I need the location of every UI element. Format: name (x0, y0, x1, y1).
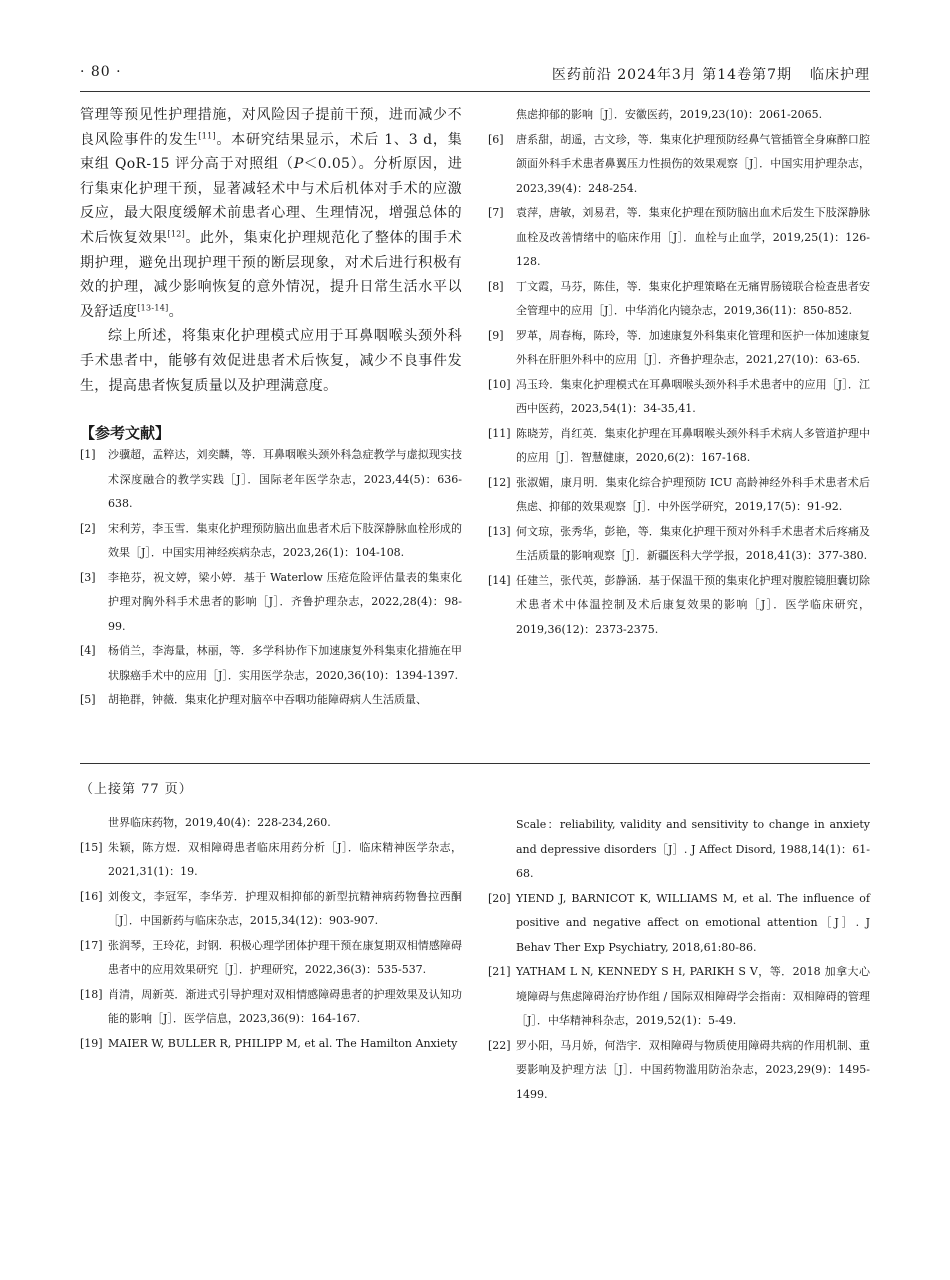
reference-text: 杨俏兰，李海量，林丽，等．多学科协作下加速康复外科集束化措施在甲状腺癌手术中的应用［J］．实用医学杂志，2020,36(10)：1394-1397. (108, 644, 462, 682)
reference-number: [1] (80, 448, 96, 462)
continued-label: （上接第 77 页） (80, 782, 193, 797)
reference-text: 沙骥超，孟粹达，刘奕麟，等．耳鼻咽喉头颈外科急症教学与虚拟现实技术深度融合的教学实践［J］．国际老年医学杂志，2023,44(5)：636-638. (108, 448, 462, 511)
reference-item (80, 688, 462, 713)
reference-text: 冯玉玲．集束化护理模式在耳鼻咽喉头颈外科手术患者中的应用［J］．江西中医药，2023,54(1)：34-35,41. (516, 377, 870, 415)
reference-continuation: 焦虑抑郁的影响［J］．安徽医药，2019,23(10)：2061-2065. (516, 108, 823, 121)
reference-number: [14] (488, 573, 511, 587)
reference-item (488, 201, 870, 275)
page-header (80, 62, 870, 84)
reference-text: 朱颖，陈方煜．双相障碍患者临床用药分析［J］．临床精神医学杂志，2021,31(1)：19. (108, 840, 462, 878)
reference-number: [5] (80, 693, 96, 707)
reference-list-left (80, 443, 462, 713)
continued-right-column (488, 813, 870, 1107)
reference-text: 张润琴，王玲花，封钢．积极心理学团体护理干预在康复期双相情感障碍患者中的应用效果研究［J］．护理研究，2022,36(3)：535-537. (108, 938, 462, 976)
reference-item (80, 443, 462, 517)
reference-text: 胡艳群，钟薇．集束化护理对脑卒中吞咽功能障碍病人生活质量、 (108, 693, 427, 707)
reference-number: [7] (488, 206, 504, 219)
reference-item (488, 569, 870, 643)
reference-number: [19] (80, 1036, 103, 1050)
left-column (80, 103, 462, 713)
reference-continuation: 世界临床药物，2019,40(4)：228-234,260. (108, 816, 331, 829)
body-paragraph-2: 综上所述，将集束化护理模式应用于耳鼻咽喉头颈外科手术患者中，能够有效促进患者术后恢复，减少不良事件发生，提高患者恢复质量以及护理满意度。 (80, 328, 462, 394)
reference-number: [8] (488, 279, 504, 293)
reference-number: [20] (488, 891, 511, 905)
reference-text: 刘俊文，李冠军，李华芳．护理双相抑郁的新型抗精神病药物鲁拉西酮［J］．中国新药与临床杂志，2015,34(12)：903-907. (108, 889, 462, 927)
body-text-segment: 。此外，集束化护理规范化了整体的围手术期护理，避免出现护理干预的断层现象，对术后进行积极有效的护理，减少影响恢复的意外情况，提升日常生活水平以及舒适度 (80, 229, 462, 320)
citation: [12] (167, 229, 186, 239)
reference-item (80, 639, 462, 688)
reference-text: 罗革，周春梅，陈玲，等．加速康复外科集束化管理和医护一体加速康复外科在肝胆外科中的应用［J］．齐鲁护理杂志，2021,27(10)：63-65. (516, 328, 870, 366)
reference-number: [2] (80, 521, 96, 535)
header-rule (80, 91, 870, 92)
continued-left-column (80, 778, 462, 1056)
reference-text: 罗小阳，马月娇，何浩宇．双相障碍与物质使用障碍共病的作用机制、重要影响及护理方法［J］．中国药物滥用防治杂志，2023,29(9)：1495-1499. (516, 1038, 870, 1101)
reference-number: [9] (488, 328, 504, 342)
body-paragraph-1 (80, 103, 462, 324)
reference-number: [15] (80, 840, 103, 854)
references-heading: 【参考文献】 (80, 424, 171, 443)
body-text-segment: 管理等预见性护理措施，对风险因子提前干预，进而减少不良风险事件的发生 (80, 107, 462, 148)
body-text-segment: 。 (168, 303, 183, 320)
reference-number: [6] (488, 132, 504, 146)
reference-item (488, 960, 870, 1034)
reference-number: [18] (80, 987, 103, 1001)
reference-item (488, 1034, 870, 1108)
reference-number: [16] (80, 889, 103, 903)
citation: [13-14] (137, 303, 169, 313)
reference-text: 袁萍，唐敏，刘易君，等．集束化护理在预防脑出血术后发生下肢深静脉血栓及改善情绪中的临床作用［J］．血栓与止血学，2019,25(1)：126-128. (516, 206, 870, 268)
reference-text: 丁文霞，马芬，陈佳，等．集束化护理策略在无痛胃肠镜联合检查患者安全管理中的应用［J］．中华消化内镜杂志，2019,36(11)：850-852. (516, 279, 870, 317)
reference-item (488, 128, 870, 202)
reference-item (80, 566, 462, 640)
body-text-segment: 。本研究结果显示，术后 1、3 d，集束组 QoR-15 评分高于对照组（ (80, 131, 462, 173)
p-symbol: P (293, 156, 304, 173)
reference-list-right (488, 128, 870, 643)
reference-item (80, 836, 462, 885)
reference-item (80, 1032, 462, 1057)
reference-number: [17] (80, 938, 103, 952)
reference-item (488, 422, 870, 471)
reference-item (80, 934, 462, 983)
right-column (488, 103, 870, 642)
journal-info (552, 64, 870, 84)
page-number: · 80 · (80, 64, 122, 80)
reference-number: [13] (488, 524, 511, 538)
reference-text: 陈晓芳，肖红英．集束化护理在耳鼻咽喉头颈外科手术病人多管道护理中的应用［J］．智慧健康，2020,6(2)：167-168. (516, 426, 870, 464)
section-name: 临床护理 (810, 67, 870, 83)
reference-text: MAIER W, BULLER R, PHILIPP M, et al. The Hamilton Anxiety (108, 1036, 458, 1050)
reference-item (488, 373, 870, 422)
continued-reference-list-left (80, 836, 462, 1057)
reference-continuation: Scale：reliability, validity and sensitivity to change in anxiety and depressive disorders［J］. J Affect Disord, 1988,14(1)：61-68. (516, 818, 870, 880)
reference-text: 唐系甜，胡遥，古文珍，等．集束化护理预防经鼻气管插管全身麻醉口腔颌面外科手术患者鼻翼压力性损伤的效果观察［J］．中国实用护理杂志，2023,39(4)：248-254. (516, 132, 870, 195)
reference-number: [12] (488, 475, 511, 489)
reference-item (80, 983, 462, 1032)
reference-item (80, 885, 462, 934)
reference-item (488, 324, 870, 373)
reference-text: 何文琼，张秀华，彭艳，等．集束化护理干预对外科手术患者术后疼痛及生活质量的影响观察［J］．新疆医科大学学报，2018,41(3)：377-380. (516, 524, 870, 562)
reference-item (488, 275, 870, 324)
continued-reference-list-right (488, 887, 870, 1108)
body-text-segment: ＜0.05）。分析原因，进行集束化护理干预，显著减轻术中与术后机体对手术的应激反应，最大限度缓解术前患者心理、生理情况，增强总体的术后恢复效果 (80, 156, 462, 246)
reference-number: [21] (488, 965, 511, 978)
reference-number: [4] (80, 644, 96, 658)
reference-number: [22] (488, 1038, 511, 1052)
reference-text: YATHAM L N, KENNEDY S H, PARIKH S V，等．2018 加拿大心境障碍与焦虑障碍治疗协作组 / 国际双相障碍学会指南：双相障碍的管理［J］．中华精神科杂志，2019,52(1)：5-49. (516, 965, 870, 1027)
journal-issue: 医药前沿 2024年3月 第14卷第7期 (551, 67, 792, 83)
reference-text: 李艳芬，祝文婷，梁小婷．基于 Waterlow 压疮危险评估量表的集束化护理对胸外科手术患者的影响［J］．齐鲁护理杂志，2022,28(4)：98-99. (108, 570, 462, 633)
reference-text: 张淑媚，康月明．集束化综合护理预防 ICU 高龄神经外科手术患者术后焦虑、抑郁的效果观察［J］．中外医学研究，2019,17(5)：91-92. (516, 475, 870, 513)
reference-text: 宋利芳，李玉雪．集束化护理预防脑出血患者术后下肢深静脉血栓形成的效果［J］．中国实用神经疾病杂志，2023,26(1)：104-108. (108, 521, 462, 560)
section-divider (80, 763, 870, 764)
reference-item (488, 471, 870, 520)
citation: [11] (198, 130, 216, 140)
reference-item (488, 520, 870, 569)
reference-number: [10] (488, 377, 511, 391)
reference-text: YIEND J, BARNICOT K, WILLIAMS M, et al. The influence of positive and negative affect on emotional attention［J］. J Behav Ther Exp Psychiatry, 2018,61:80-86. (516, 891, 870, 954)
reference-number: [3] (80, 570, 96, 584)
reference-item (488, 887, 870, 961)
reference-number: [11] (488, 426, 511, 440)
reference-text: 肖清，周新英．渐进式引导护理对双相情感障碍患者的护理效果及认知功能的影响［J］．医学信息，2023,36(9)：164-167. (108, 987, 462, 1025)
reference-text: 任建兰，张代英，彭静涵．基于保温干预的集束化护理对腹腔镜胆囊切除术患者术中体温控制及术后康复效果的影响［J］．医学临床研究，2019,36(12)：2373-2375. (516, 573, 870, 636)
reference-item (80, 517, 462, 566)
